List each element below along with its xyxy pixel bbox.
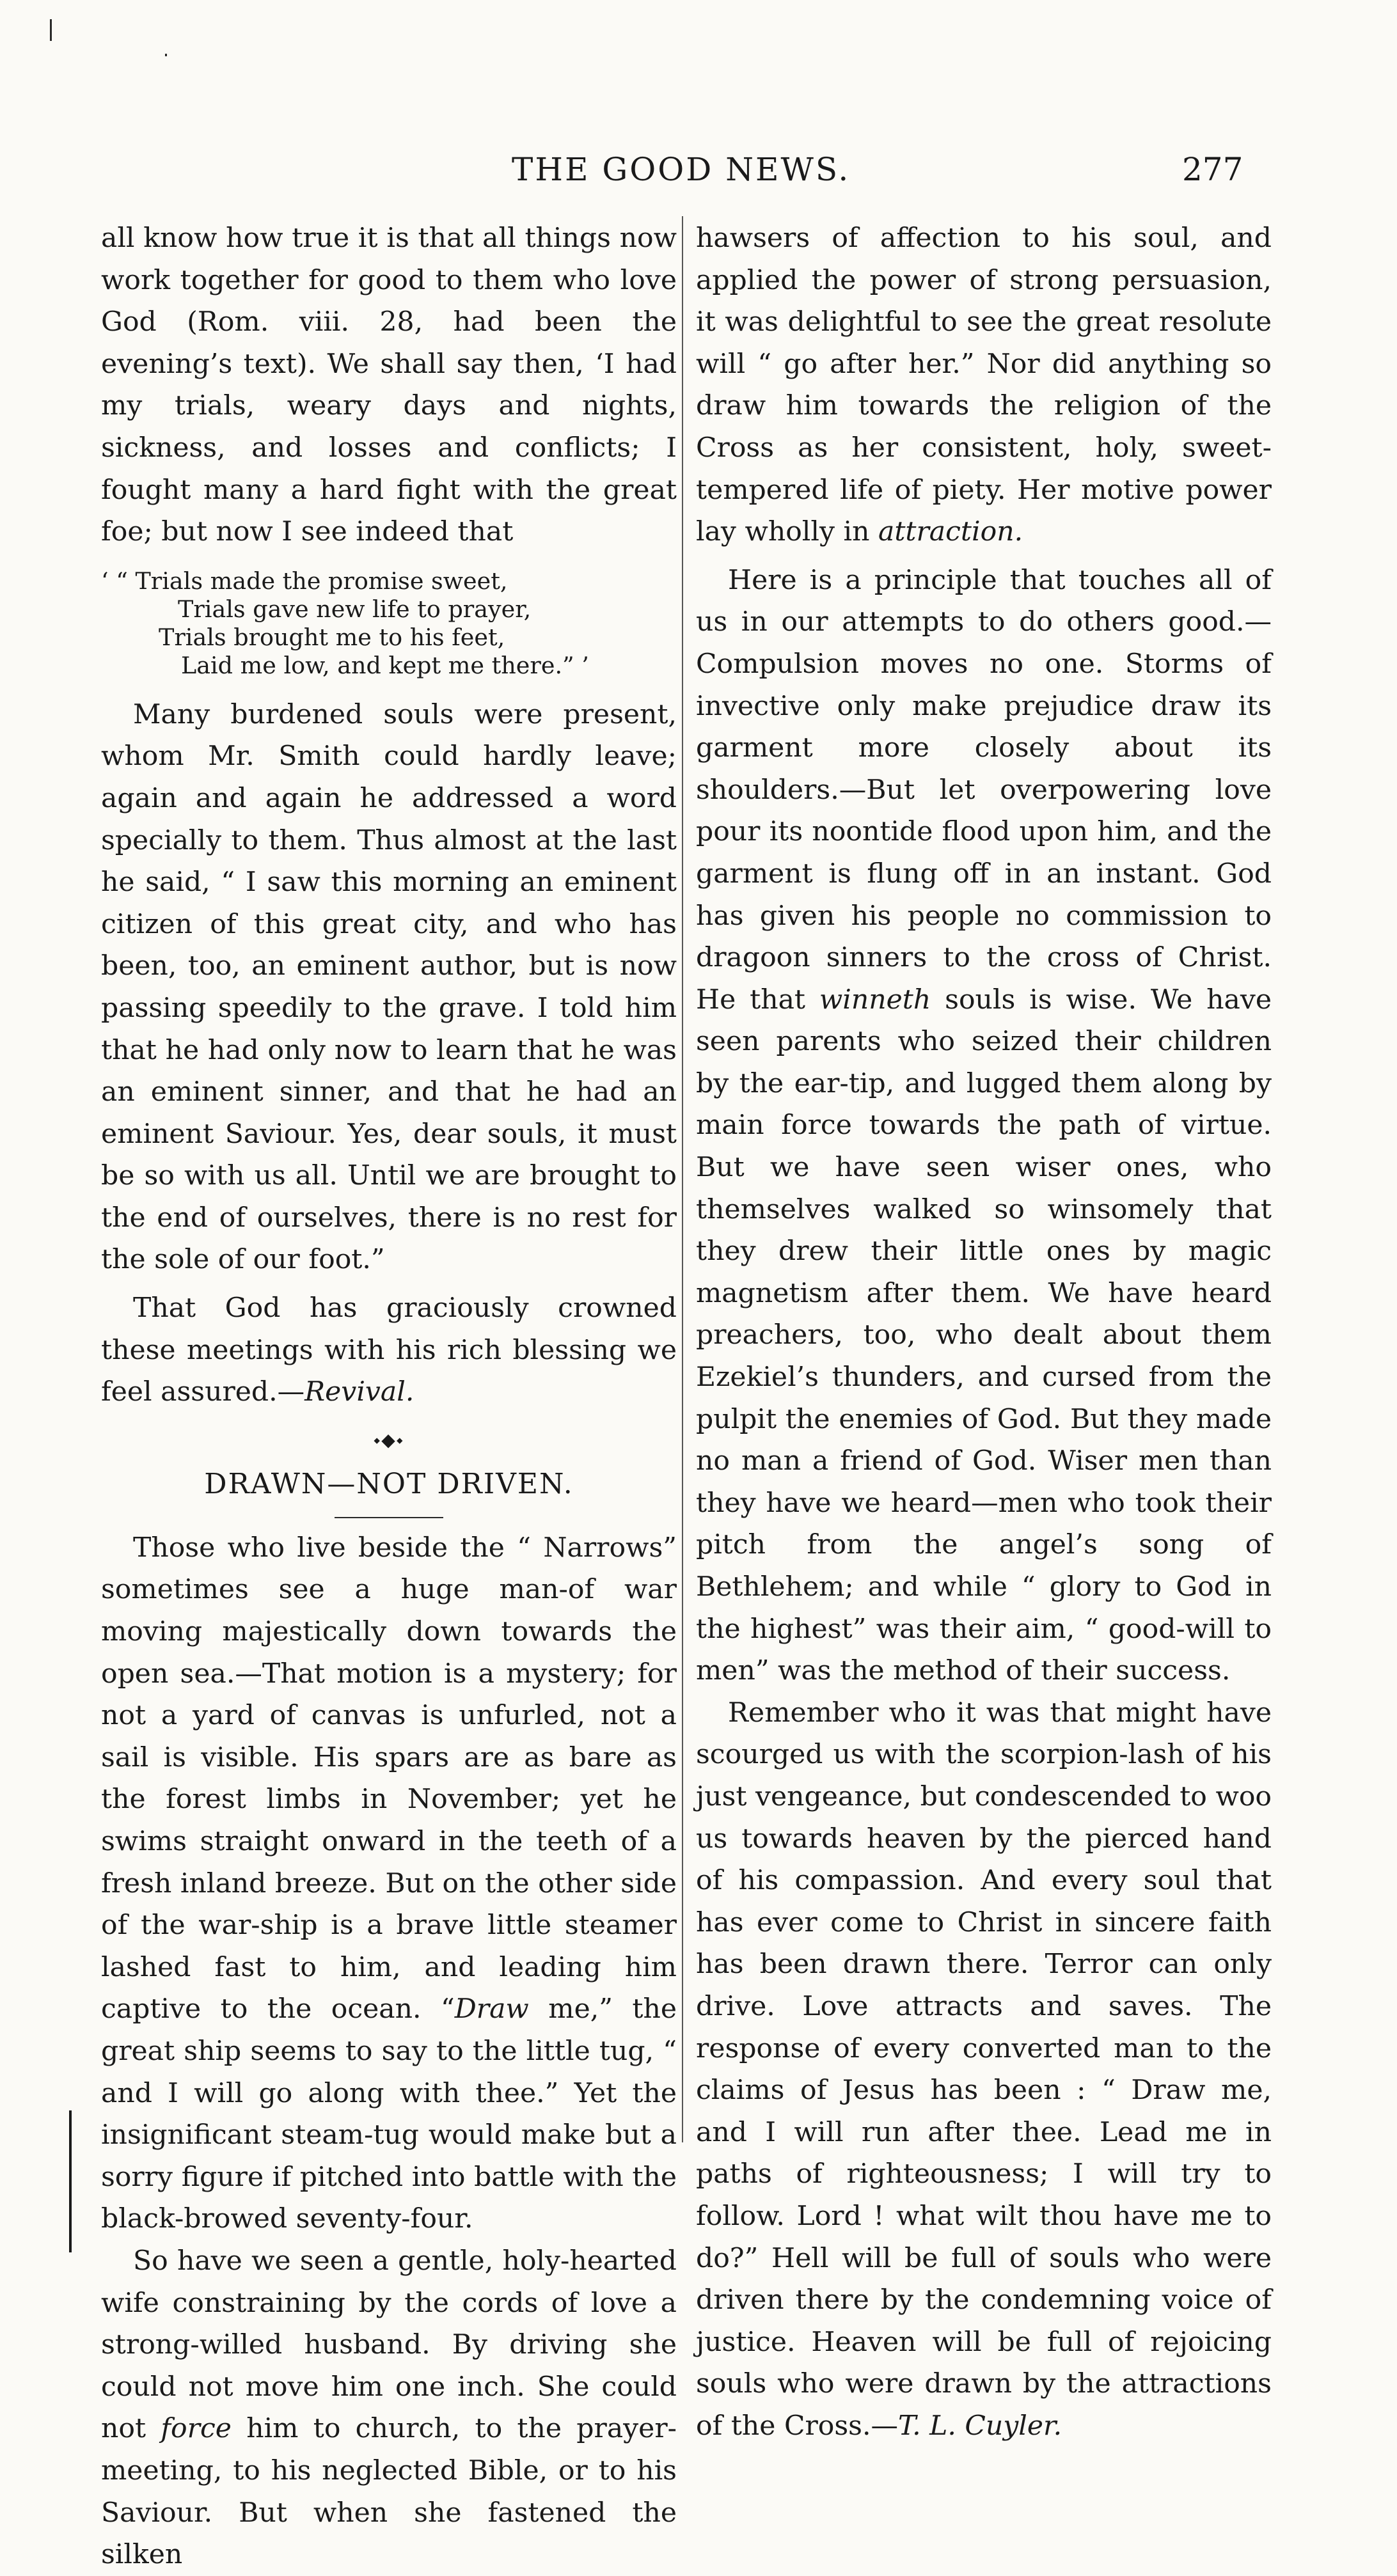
paragraph-text: Those who live beside the “ Narrows” sometimes see a huge man-of war moving majestically down towards the open sea.—That motion is a mystery; for not a yard of canvas is unfurled, not a sail is visible. His spars are as bare as the forest limbs in November; yet he swims straight onward in the teeth of a fresh inland breeze. But on the other side of the war-ship is a brave little steamer lashed fast to him, and leading him captive to the ocean. “ — [101, 1532, 677, 2025]
page-number: 277 — [1182, 151, 1243, 188]
right-column — [696, 217, 1272, 2447]
paragraph-text: hawsers of affection to his soul, and applied the power of strong persuasion, it was delightful to see the great resolute will “ go after her.” Nor did anything so draw him towards the religion of the Cross as her consistent, holy, sweet-tempered life of piety. Her motive power lay wholly in — [696, 223, 1272, 548]
paragraph-text: souls is wise. We have seen parents who seized their children by the ear-tip, and lugged them along by main force towards the path of virtue. But we have seen wiser ones, who themselves walked so winsomely that they drew their little ones by magic magnetism after them. We have heard preachers, too, who dealt about them Ezekiel’s thunders, and cursed from the pulpit the enemies of God. But they made no man a friend of God. Wiser men than they have we heard—men who took their pitch from the angel’s song of Bethlehem; and while “ glory to God in the highest” was their aim, “ good-will to men” was the method of their success. — [696, 984, 1272, 1687]
paragraph: all know how true it is that all things now work together for good to them who love God (Rom. viii. 28, had been the evening’s text). We shall say then, ‘I had my trials, weary days and nights, sickness, and losses and conflicts; I fought many a hard fight with the great foe; but now I see indeed that — [101, 223, 677, 548]
verse-line: ‘ “ Trials made the promise sweet, — [101, 567, 508, 595]
article-title: DRAWN—NOT DRIVEN. — [204, 1467, 574, 1500]
italic-word: attraction. — [878, 516, 1023, 548]
source-citation: Revival. — [304, 1376, 414, 1408]
paragraph-text: That God has graciously crowned these meetings with his rich blessing we feel assured.— — [101, 1292, 677, 1408]
paragraph-text: him to church, to the prayer-meeting, to his neglected Bible, or to his Saviour. But when she fastened the silken — [101, 2413, 677, 2571]
italic-word: Draw — [454, 1993, 529, 2025]
paragraph — [696, 217, 1272, 553]
running-title: THE GOOD NEWS. — [512, 151, 851, 188]
paragraph — [101, 2240, 677, 2576]
paragraph: Many burdened souls were present, whom Mr. Smith could hardly leave; again and again he addressed a word specially to them. Thus almost at the last he said, “ I saw this morning an eminent citizen of this great city, and who has been, too, an eminent author, but is now passing speedily to the grave. I told him that he had only now to learn that he was an eminent sinner, and that he had an eminent Saviour. Yes, dear souls, it must be so with us all. Until we are brought to the end of ourselves, there is no rest for the sole of our foot.” — [101, 698, 677, 1276]
paragraph — [101, 1527, 677, 2240]
left-column — [101, 217, 677, 2576]
italic-word: force — [161, 2413, 232, 2445]
section-ornament: ⬩◆⬩ — [374, 1429, 404, 1450]
paragraph — [101, 1287, 677, 1413]
verse-line: Trials brought me to his feet, — [159, 623, 505, 651]
verse-line: Laid me low, and kept me there.” ’ — [181, 651, 589, 679]
paragraph — [696, 560, 1272, 1692]
paragraph-text: So have we seen a gentle, holy-hearted wife constraining by the cords of love a strong-willed husband. By driving she could not move him one inch. She could not — [101, 2245, 677, 2445]
verse-quote — [101, 567, 677, 680]
paragraph — [696, 1692, 1272, 2447]
title-rule — [335, 1517, 443, 1518]
verse-line: Trials gave new life to prayer, — [178, 595, 532, 623]
binding-edge — [69, 2110, 72, 2252]
author-signature: T. L. Cuyler. — [898, 2410, 1062, 2442]
paragraph-text: me,” the great ship seems to say to the little tug, “ and I will go along with thee.” Yet the insignificant steam-tug would make but a sorry figure if pitched into battle with the black-browed seventy-four. — [101, 1993, 677, 2235]
paragraph-text: Here is a principle that touches all of us in our attempts to do others good.—Compulsion moves no one. Storms of invective only make prejudice draw its garment more closely about its shoulders.—But let overpowering love pour its noontide flood upon him, and the garment is flung off in an instant. God has given his people no commission to dragoon sinners to the cross of Christ. He that — [696, 564, 1272, 1016]
paragraph-text: Remember who it was that might have scourged us with the scorpion-lash of his just vengeance, but condescended to woo us towards heaven by the pierced hand of his compassion. And every soul that has ever come to Christ in sincere faith has been drawn there. Terror can only drive. Love attracts and saves. The response of every converted man to the claims of Jesus has been : “ Draw me, and I will run after thee. Lead me in paths of righteousness; I will try to follow. Lord ! what wilt thou have me to do?” Hell will be full of souls who were driven there by the condemning voice of justice. Heaven will be full of rejoicing souls who were drawn by the attractions of the Cross.— — [696, 1697, 1272, 2442]
column-divider — [682, 216, 683, 2142]
page-header — [0, 151, 1397, 196]
italic-word: winneth — [819, 984, 931, 1016]
corner-mark — [50, 19, 52, 41]
corner-speck — [165, 54, 167, 56]
